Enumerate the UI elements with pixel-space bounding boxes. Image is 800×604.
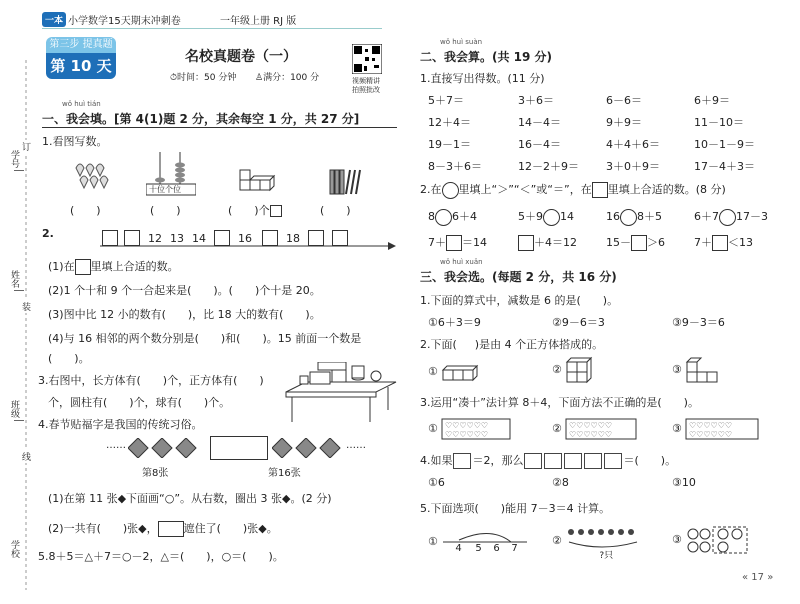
gutter-mark-ding: 订 — [22, 140, 31, 153]
compare-2-3: 15－ ＞6 — [606, 236, 665, 249]
apples-image — [685, 526, 749, 554]
calc-2-4: 11－10＝ — [694, 116, 744, 129]
q1-answer-3[interactable]: ( )个 — [228, 202, 282, 218]
exam-time: ⏱时间：50 分钟 — [170, 73, 237, 83]
box-blank-icon — [592, 182, 608, 198]
sticks-image — [326, 166, 366, 198]
choice-1-opt-3[interactable]: ③9－3＝6 — [672, 316, 725, 329]
compare-1-1: 8 6＋4 — [428, 208, 477, 226]
cube-icon — [270, 205, 282, 217]
ants-caption: ?只 — [599, 551, 614, 561]
binding-gutter — [0, 0, 34, 600]
compare-circle[interactable] — [435, 209, 452, 226]
q1-answer-1[interactable]: ( ) — [70, 204, 101, 217]
compare-q2-text: 2.在 里填上“＞”“＜”或“＝”，在 里填上合适的数。(8 分) — [420, 181, 726, 199]
section2-title: 二、我会算。(共 19 分) — [420, 50, 553, 64]
label-16th: 第16张 — [268, 468, 301, 479]
compare-2-4: 7＋ ＜13 — [694, 236, 753, 249]
number-line-13: 13 — [170, 232, 184, 245]
fill-box[interactable] — [518, 235, 534, 251]
ellipsis-right: …… — [346, 440, 366, 451]
choice-1-text: 1.下面的算式中，减数是 6 的是( )。 — [420, 294, 619, 307]
section2-pinyin: wǒ huì suàn — [440, 38, 483, 46]
choice-2-opt-2[interactable]: ② — [552, 356, 599, 384]
compare-circle[interactable] — [719, 209, 736, 226]
gutter-line-3 — [14, 420, 24, 422]
calc-2-1: 12＋4＝ — [428, 116, 471, 129]
q4-2-text: (2)一共有( )张◆， 遮住了( )张◆。 — [48, 522, 278, 535]
svg-text:♡♡♡♡♡♡: ♡♡♡♡♡♡ — [569, 430, 613, 439]
fu-sequence-image — [106, 436, 366, 460]
choice-2-text: 2.下面( )是由 4 个正方体搭成的。 — [420, 338, 604, 351]
number-line-blank-5[interactable] — [308, 230, 324, 246]
abacus-label: 十位个位 — [149, 185, 181, 194]
hearts-grid-icon — [565, 418, 637, 440]
day-badge — [46, 37, 116, 79]
q1-answer-2[interactable]: ( ) — [150, 204, 181, 217]
section1-rule — [42, 127, 397, 128]
gutter-mark-xian: 线 — [22, 450, 31, 463]
calc-1-1: 5＋7＝ — [428, 94, 464, 107]
student-id-label: 学号 — [9, 150, 19, 168]
number-line-18: 18 — [286, 232, 300, 245]
q2-3-text: (3)图中比 12 小的数有( )，比 18 大的数有( )。 — [48, 308, 321, 321]
section3-pinyin: wǒ huì xuǎn — [440, 258, 483, 266]
strawberries-image — [72, 158, 116, 192]
compare-1-2: 5＋9 14 — [518, 208, 574, 226]
name-label: 姓名 — [9, 270, 19, 288]
label-8th: 第8张 — [142, 468, 169, 479]
svg-text:♡♡♡♡♡♡: ♡♡♡♡♡♡ — [445, 430, 489, 439]
calc-4-2: 12－2＋9＝ — [518, 160, 579, 173]
svg-text:♡♡♡♡♡♡: ♡♡♡♡♡♡ — [569, 421, 613, 430]
choice-1-opt-2[interactable]: ②9－6＝3 — [552, 316, 605, 329]
compare-2-1: 7＋ ＝14 — [428, 236, 487, 249]
calc-1-4: 6＋9＝ — [694, 94, 730, 107]
series-title: 小学数学15天期末冲刺卷 — [68, 16, 181, 27]
circle-blank-icon — [442, 182, 459, 199]
clock-icon: ⏱ — [170, 73, 178, 83]
q1-answer-4[interactable]: ( ) — [320, 204, 351, 217]
series-header — [42, 10, 382, 28]
exam-score: ♙满分：100 分 — [255, 73, 320, 83]
choice-4-opt-3[interactable]: ③10 — [672, 476, 696, 489]
fill-box[interactable] — [446, 235, 462, 251]
calc-3-1: 19－1＝ — [428, 138, 471, 151]
class-label: 班级 — [9, 400, 19, 418]
q3-text: 3.右图中，长方体有( )个，正方体有( ) — [38, 374, 264, 387]
choice-5-opt-3[interactable]: ③ — [672, 526, 749, 554]
calc-q1-text: 1.直接写出得数。(11 分) — [420, 72, 545, 85]
number-line — [96, 224, 396, 254]
gutter-line-1 — [14, 170, 24, 172]
number-line-12: 12 — [148, 232, 162, 245]
compare-2-2: ＋4＝12 — [518, 234, 577, 251]
q2-2-text: (2)1 个十和 9 个一合起来是( )。( )个十是 20。 — [48, 284, 321, 297]
compare-1-4: 6＋7 17－3 — [694, 208, 768, 226]
qr-caption: 视频精讲 拍照批改 — [352, 77, 380, 94]
calc-2-3: 9＋9＝ — [606, 116, 642, 129]
blocks-row-icon — [441, 362, 491, 382]
q3-text-cont: 个，圆柱有( )个，球有( )个。 — [48, 396, 231, 409]
grid-box-icon — [524, 453, 542, 469]
choice-1-opt-1[interactable]: ①6＋3＝9 — [428, 316, 481, 329]
section1-pinyin: wǒ huì tián — [62, 100, 101, 108]
calc-3-2: 16－4＝ — [518, 138, 561, 151]
calc-4-3: 3＋0＋9＝ — [606, 160, 660, 173]
number-line-blank-2[interactable] — [124, 230, 140, 246]
calc-1-2: 3＋6＝ — [518, 94, 554, 107]
calc-3-3: 4＋4＋6＝ — [606, 138, 660, 151]
blocks-l-icon — [685, 356, 729, 384]
compare-circle[interactable] — [543, 209, 560, 226]
cubes-image — [238, 166, 278, 198]
choice-5-text: 5.下面选项( )能用 7－3＝4 计算。 — [420, 502, 611, 515]
number-line-14: 14 — [192, 232, 206, 245]
choice-5-opt-2[interactable]: ② ?只 — [552, 522, 651, 560]
fu-icon: ◆ — [117, 492, 127, 505]
blocks-stack-icon — [565, 356, 599, 384]
fu-icon: ◆ — [138, 522, 147, 535]
svg-text:♡♡♡♡♡♡: ♡♡♡♡♡♡ — [689, 430, 733, 439]
calc-4-1: 8－3＋6＝ — [428, 160, 482, 173]
hearts-grid-icon — [441, 418, 511, 440]
header-rule — [42, 28, 382, 29]
q2-1-text: (1)在 里填上合适的数。 — [48, 260, 179, 273]
choice-5-opt-1[interactable]: ① 4 5 6 7 — [428, 530, 531, 554]
choice-2-opt-3[interactable]: ③ — [672, 356, 729, 384]
number-line-blank-3[interactable] — [214, 230, 230, 246]
blank-box-icon — [75, 259, 91, 275]
number-line-blank-4[interactable] — [262, 230, 278, 246]
badge-day: 第 10 天 — [46, 53, 116, 79]
calc-4-4: 17－4＋3＝ — [694, 160, 755, 173]
fill-box[interactable] — [712, 235, 728, 251]
hearts-grid-icon — [685, 418, 759, 440]
gutter-mark-zhuang: 装 — [22, 300, 31, 313]
person-icon: ♙ — [255, 73, 264, 83]
choice-3-opt-1[interactable]: ① ♡♡♡♡♡♡ ♡♡♡♡♡♡ — [428, 418, 511, 440]
ellipsis-left: …… — [106, 440, 126, 451]
q4-1-text: (1)在第 11 张◆下面画“○”。从右数，圈出 3 张◆。(2 分) — [48, 492, 332, 505]
gutter-line-2 — [14, 290, 24, 292]
choice-3-opt-3[interactable]: ③ ♡♡♡♡♡♡ ♡♡♡♡♡♡ — [672, 418, 759, 440]
fu-icon: ◆ — [282, 492, 291, 505]
section3-title: 三、我会选。(每题 2 分，共 16 分) — [420, 270, 617, 284]
q1-text: 1.看图写数。 — [42, 135, 108, 148]
exam-title: 名校真题卷（一） — [185, 49, 297, 65]
cover-box — [210, 436, 268, 460]
calc-3-4: 10－1－9＝ — [694, 138, 755, 151]
number-line-blank-6[interactable] — [332, 230, 348, 246]
q2-4-text: (4)与 16 相邻的两个数分别是( )和( )。15 前面一个数是 — [48, 332, 362, 345]
grid-box-icon — [604, 453, 622, 469]
number-line-16: 16 — [238, 232, 252, 245]
fu-diamonds-right — [272, 438, 352, 458]
fu-diamonds-left — [128, 438, 208, 458]
q5-text: 5.8＋5＝△＋7＝○－2，△＝( )，○＝( )。 — [38, 550, 284, 563]
ants-image — [565, 522, 651, 560]
choice-4-text: 4.如果 ＝2，那么 ＝( )。 — [420, 454, 677, 467]
series-logo: 一本 — [42, 12, 66, 27]
number-line-blank-1[interactable] — [102, 230, 118, 246]
badge-step: 第三步 提真题 — [46, 37, 116, 53]
choice-2-opt-1[interactable]: ① — [428, 362, 491, 382]
choice-4-opt-1[interactable]: ①6 — [428, 476, 445, 489]
choice-3-opt-2[interactable]: ② ♡♡♡♡♡♡ ♡♡♡♡♡♡ — [552, 418, 637, 440]
compare-1-3: 16 8＋5 — [606, 208, 662, 226]
calc-1-3: 6－6＝ — [606, 94, 642, 107]
q4-text: 4.春节贴福字是我国的传统习俗。 — [38, 418, 203, 431]
svg-text:♡♡♡♡♡♡: ♡♡♡♡♡♡ — [445, 421, 489, 430]
grid-box-icon — [564, 453, 582, 469]
compare-circle[interactable] — [620, 209, 637, 226]
school-label: 学校 — [9, 540, 19, 558]
cover-box-icon — [158, 521, 184, 537]
q2-label: 2. — [42, 227, 54, 240]
grid-box-icon — [544, 453, 562, 469]
q2-4-text-cont: ( )。 — [48, 352, 90, 365]
fill-box[interactable] — [631, 235, 647, 251]
calc-2-2: 14－4＝ — [518, 116, 561, 129]
choice-3-text: 3.运用“凑十”法计算 8＋4，下面方法不正确的是( )。 — [420, 396, 699, 409]
section1-title: 一、我会填。[第 4(1)题 2 分，其余每空 1 分，共 27 分] — [42, 112, 360, 126]
abacus-image — [146, 150, 196, 196]
page-number: « 17 » — [742, 572, 774, 583]
shapes-table-image — [280, 362, 400, 424]
svg-text:♡♡♡♡♡♡: ♡♡♡♡♡♡ — [689, 421, 733, 430]
jump-line-image: 4 5 6 7 — [441, 530, 531, 554]
unit-box-icon — [453, 453, 471, 469]
choice-4-opt-2[interactable]: ②8 — [552, 476, 569, 489]
series-grade: 一年级上册 RJ 版 — [220, 16, 297, 27]
grid-box-icon — [584, 453, 602, 469]
fu-icon: ◆ — [258, 522, 267, 535]
qr-code-icon — [352, 44, 382, 74]
